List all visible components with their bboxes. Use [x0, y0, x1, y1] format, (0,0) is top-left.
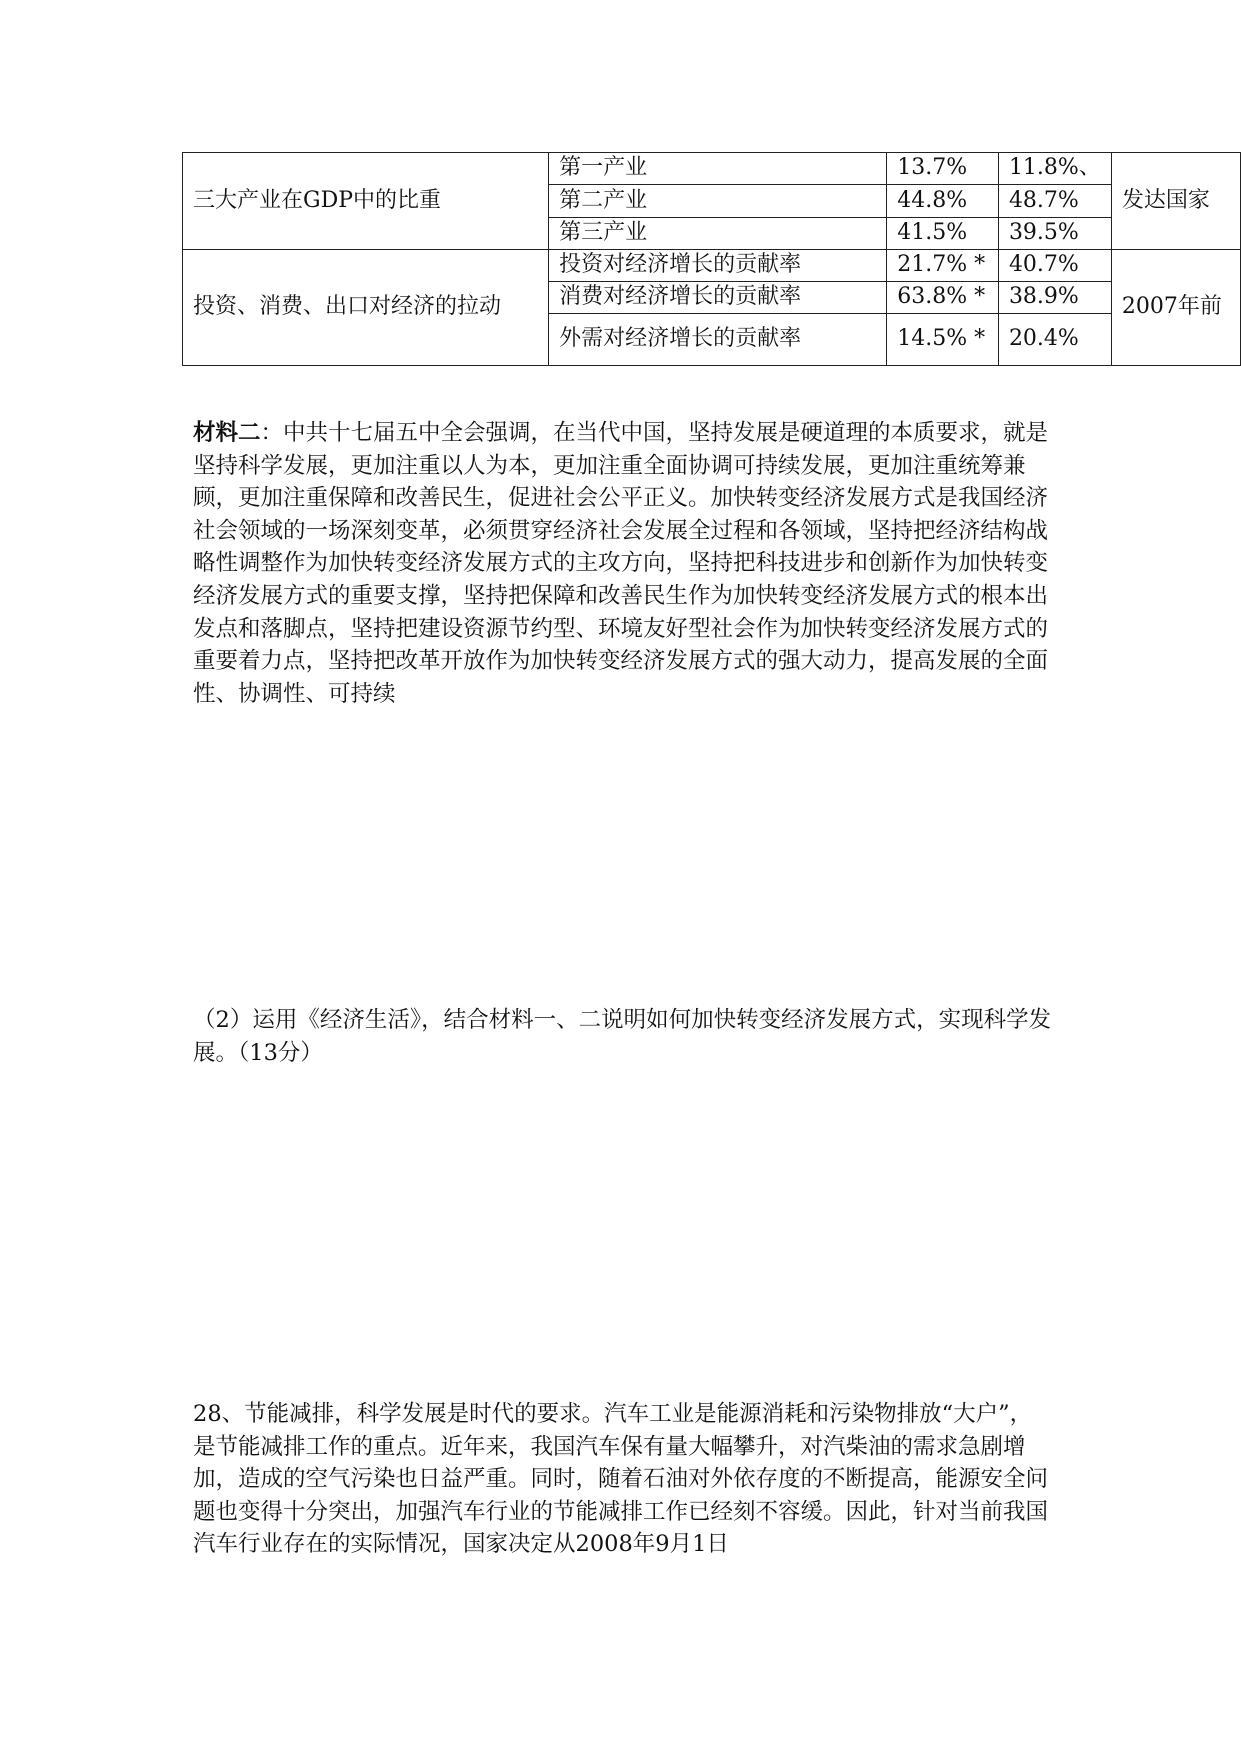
value-cell: 20.4% — [998, 314, 1111, 366]
value-cell: 11.8%、 — [998, 153, 1111, 185]
item-cell: 第一产业 — [549, 153, 887, 185]
question-two: （2）运用《经济生活》，结合材料一、二说明如何加快转变经济发展方式，实现科学发展。（13分） — [193, 1007, 1052, 1066]
item-cell: 第二产业 — [549, 185, 887, 218]
note-cell: 2007年前 — [1111, 250, 1240, 366]
note-cell: 发达国家 — [1111, 153, 1240, 250]
value-cell: 39.5% — [998, 218, 1111, 250]
table-row — [183, 153, 1241, 185]
value-cell: 48.7% — [998, 185, 1111, 218]
value-cell: 63.8% * — [887, 282, 999, 314]
value-cell: 44.8% — [887, 185, 999, 218]
value-cell: 13.7% — [887, 153, 999, 185]
material-two-label: 材料二 — [193, 420, 261, 446]
item-cell: 外需对经济增长的贡献率 — [549, 314, 887, 366]
category-cell: 三大产业在GDP中的比重 — [183, 153, 549, 250]
value-cell: 40.7% — [998, 250, 1111, 282]
value-cell: 38.9% — [998, 282, 1111, 314]
value-cell: 14.5% * — [887, 314, 999, 366]
table-row — [183, 250, 1241, 282]
item-cell: 投资对经济增长的贡献率 — [549, 250, 887, 282]
item-cell: 消费对经济增长的贡献率 — [549, 282, 887, 314]
material-two-text: ：中共十七届五中全会强调，在当代中国，坚持发展是硬道理的本质要求，就是坚持科学发展，更加注重以人为本，更加注重全面协调可持续发展，更加注重统筹兼顾，更加注重保障和改善民生，促进社会公平正义。加快转变经济发展方式是我国经济社会领域的一场深刻变革，必须贯穿经济社会发展全过程和各领域，坚持把经济结构战略性调整作为加快转变经济发展方式的主攻方向，坚持把科技进步和创新作为加快转变经济发展方式的重要支撑，坚持把保障和改善民生作为加快转变经济发展方式的根本出发点和落脚点，坚持把建设资源节约型、环境友好型社会作为加快转变经济发展方式的重要着力点，坚持把改革开放作为加快转变经济发展方式的强大动力，提高发展的全面性、协调性、可持续 — [193, 420, 1049, 707]
question-28: 28、节能减排，科学发展是时代的要求。汽车工业是能源消耗和污染物排放“大户”，是节能减排工作的重点。近年来，我国汽车保有量大幅攀升，对汽柴油的需求急剧增加，造成的空气污染也日益严重。同时，随着石油对外依存度的不断提高，能源安全问题也变得十分突出，加强汽车行业的节能减排工作已经刻不容缓。因此，针对当前我国汽车行业存在的实际情况，国家决定从2008年9月1日 — [193, 1401, 1049, 1558]
material-two-paragraph — [193, 417, 1053, 710]
value-cell: 41.5% — [887, 218, 999, 250]
economic-data-table — [182, 152, 1241, 366]
item-cell: 第三产业 — [549, 218, 887, 250]
value-cell: 21.7% * — [887, 250, 999, 282]
category-cell: 投资、消费、出口对经济的拉动 — [183, 250, 549, 366]
